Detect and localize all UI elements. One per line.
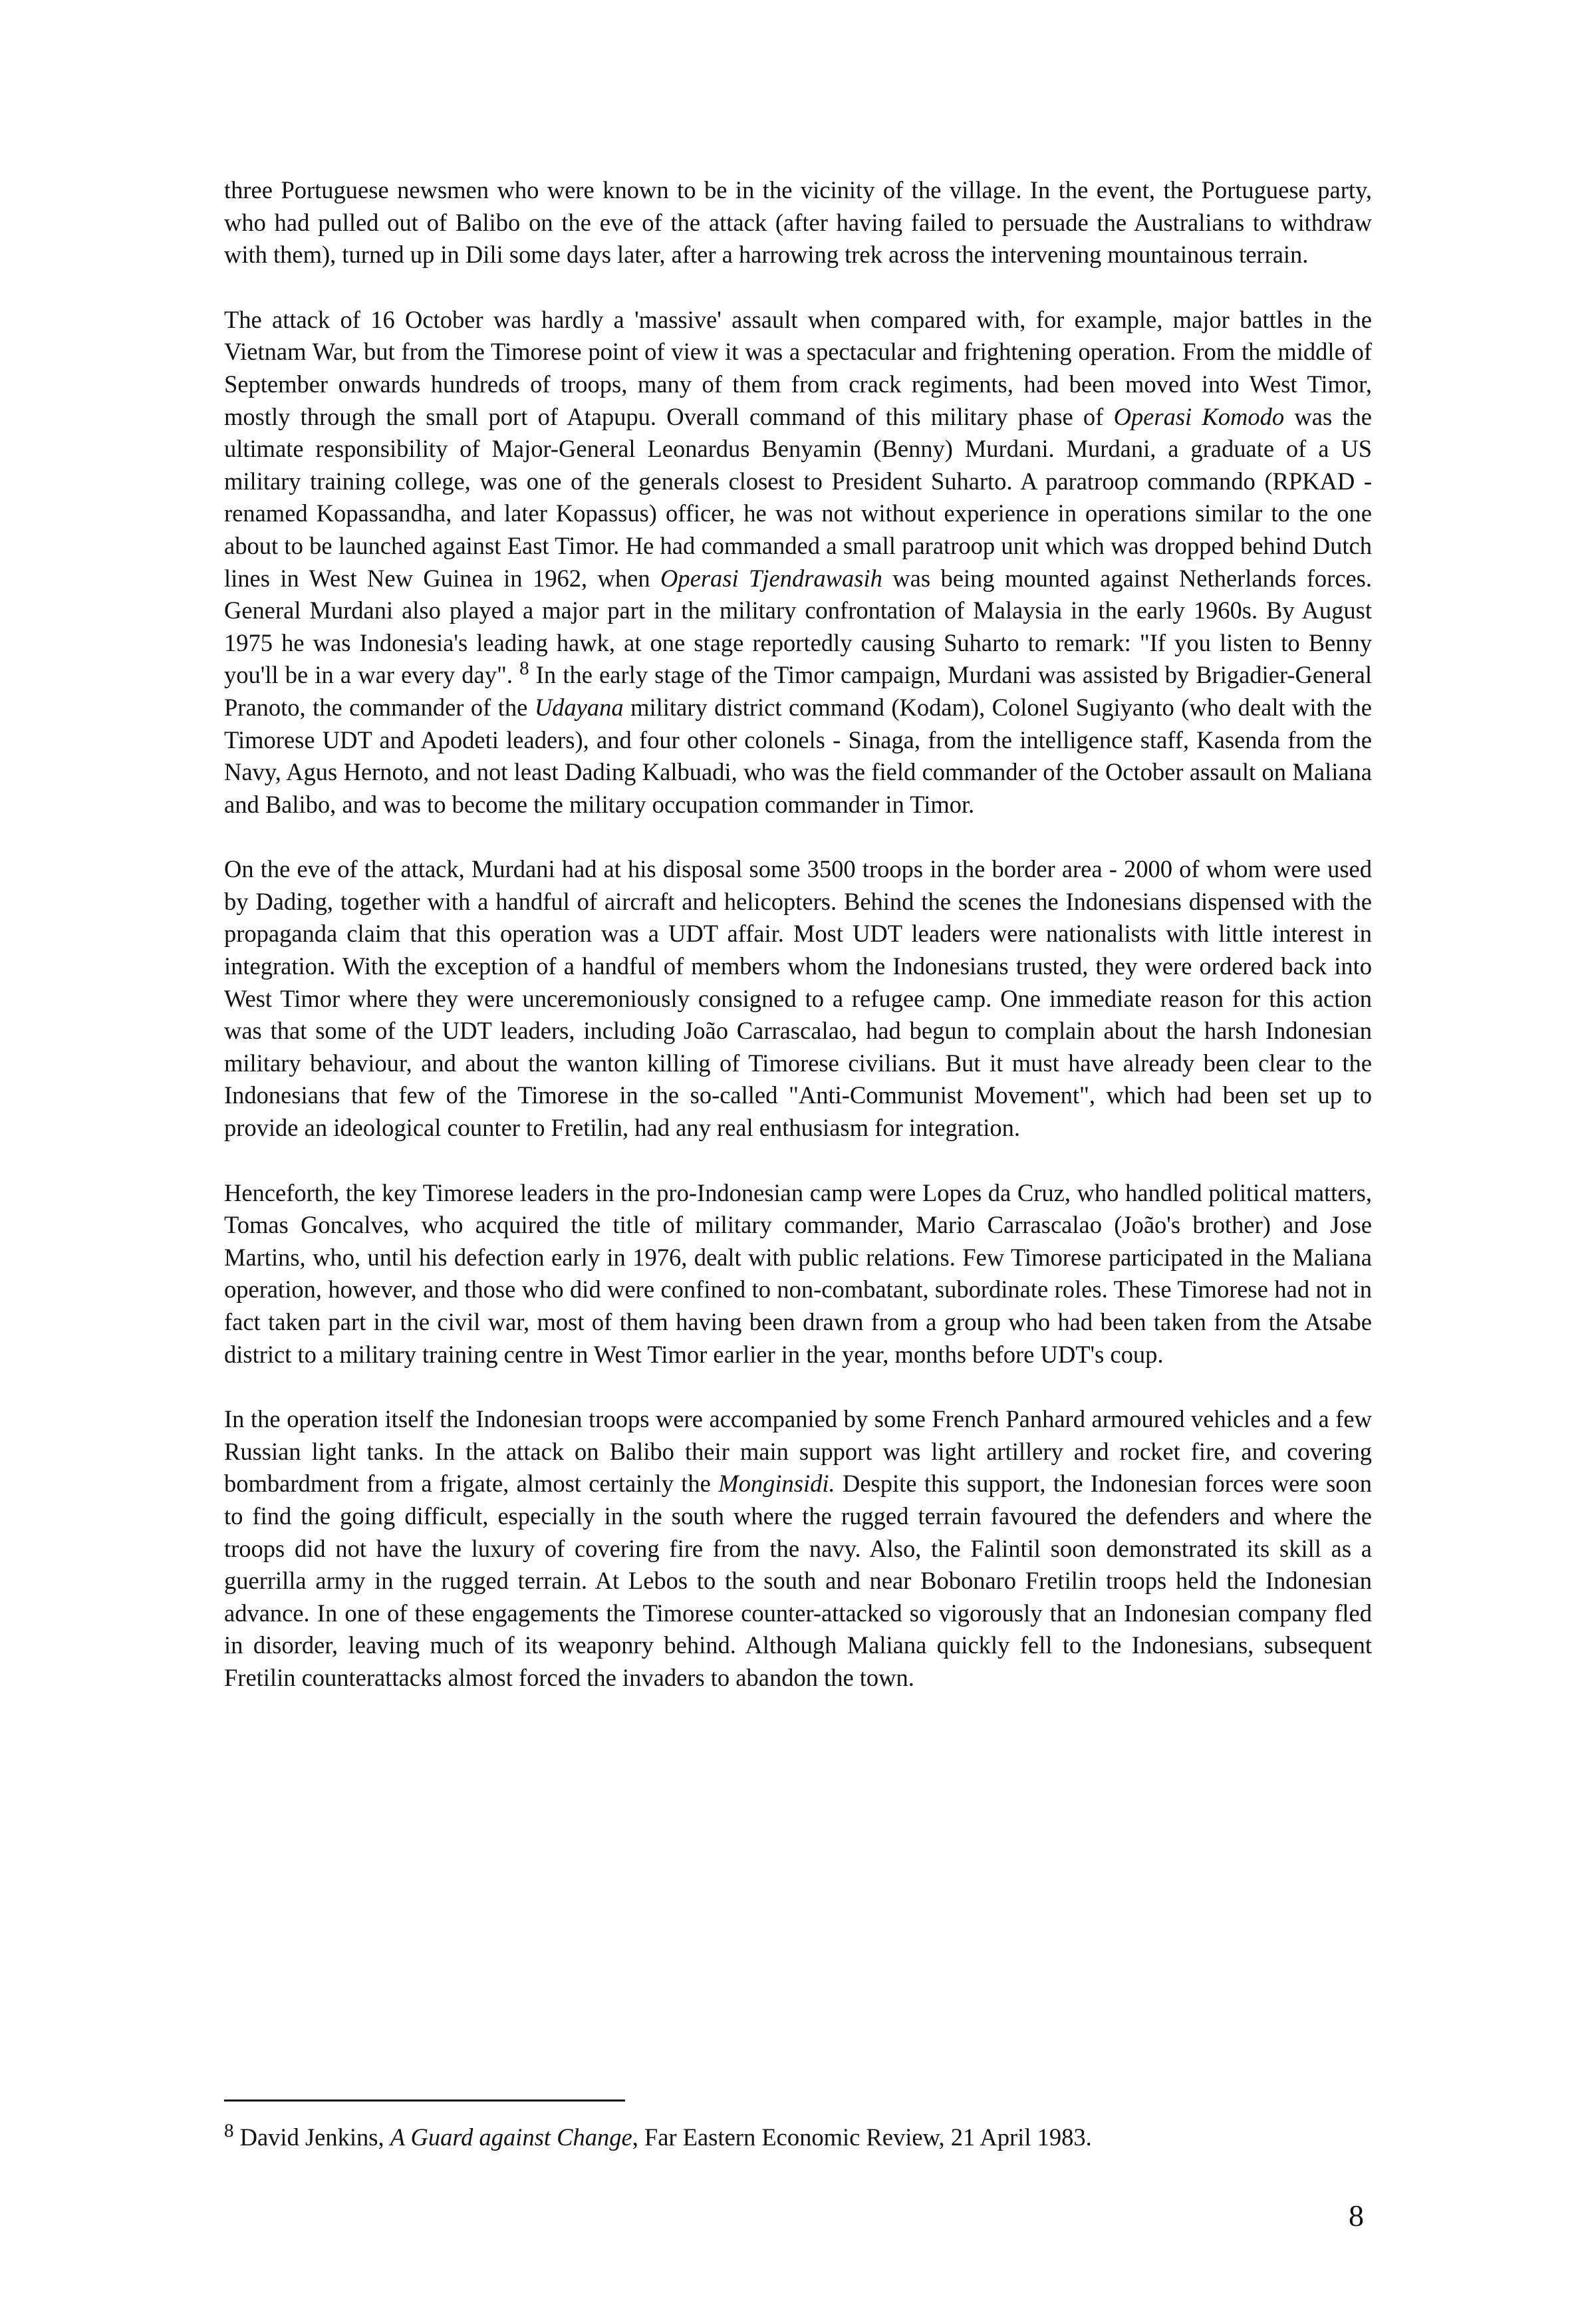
- paragraph-2: [224, 304, 1372, 821]
- text-run: Henceforth, the key Timorese leaders in the pro-Indonesian camp were Lopes da Cruz, who handled political matters, Tomas Goncalves, who acquired the title of military commander, Mario Carrascalao (João's brother) and Jose Martins, who, until his defection early in 1976, dealt with public relations. Few Timorese participated in the Maliana operation, however, and those who did were confined to non-combatant, subordinate roles. These Timorese had not in fact taken part in the civil war, most of them having been drawn from a group who had been taken from the Atsabe district to a military training centre in West Timor earlier in the year, months before UDT's coup.: [224, 1178, 1372, 1368]
- italic-term: Operasi Tjendrawasih: [660, 564, 882, 592]
- text-run: The attack of 16 October was hardly a 'massive' assault when compared with, for example, major battles in the Vietnam War, but from the Timorese point of view it was a spectacular and frightening operation. From the middle of September onwards hundreds of troops, many of them from crack regiments, had been moved into West Timor, mostly through the small port of Atapupu. Overall command of this military phase of: [224, 305, 1372, 430]
- italic-term: Monginsidi.: [718, 1470, 835, 1498]
- text-run: Despite this support, the Indonesian forces were soon to find the going difficult, especially in the south where the rugged terrain favoured the defenders and where the troops did not have the luxury of covering fire from the navy. Also, the Falintil soon demonstrated its skill as a guerrilla army in the rugged terrain. At Lebos to the south and near Bobonaro Fretilin troops held the Indonesian advance. In one of these engagements the Timorese counter-attacked so vigorously that an Indonesian company fled in disorder, leaving much of its weaponry behind. Although Maliana quickly fell to the Indonesians, subsequent Fretilin counterattacks almost forced the invaders to abandon the town.: [224, 1470, 1373, 1691]
- footnote-source: , Far Eastern Economic Review, 21 April 1983.: [632, 2123, 1092, 2151]
- italic-term: Udayana: [534, 693, 624, 721]
- document-body: [224, 174, 1372, 1727]
- text-run: military district command (Kodam), Colonel Sugiyanto (who dealt with the Timorese UDT and Apodeti leaders), and four other colonels - Sinaga, from the intelligence staff, Kasenda from the Navy, Agus Hernoto, and not least Dading Kalbuadi, who was the field commander of the October assault on Maliana and Balibo, and was to become the military occupation commander in Timor.: [224, 693, 1372, 818]
- paragraph-5: [224, 1403, 1372, 1694]
- footnote-author: David Jenkins,: [233, 2123, 390, 2151]
- footnote-reference: 8: [519, 658, 529, 680]
- paragraph-1: [224, 174, 1372, 271]
- footnote-mark: 8: [224, 2119, 234, 2141]
- footnote-8: [224, 2121, 1372, 2153]
- text-run: On the eve of the attack, Murdani had at his disposal some 3500 troops in the border area - 2000 of whom were used by Dading, together with a handful of aircraft and helicopters. Behind the scenes the Indonesians dispensed with the propaganda claim that this operation was a UDT affair. Most UDT leaders were nationalists with little interest in integration. With the exception of a handful of members whom the Indonesians trusted, they were ordered back into West Timor where they were unceremoniously consigned to a refugee camp. One immediate reason for this action was that some of the UDT leaders, including João Carrascalao, had begun to complain about the harsh Indonesian military behaviour, and about the wanton killing of Timorese civilians. But it must have already been clear to the Indonesians that few of the Timorese in the so-called "Anti-Communist Movement", which had been set up to provide an ideological counter to Fretilin, had any real enthusiasm for integration.: [224, 855, 1372, 1142]
- page-number: 8: [1349, 2199, 1364, 2233]
- italic-term: Operasi Komodo: [1113, 402, 1285, 430]
- text-run: In the operation itself the Indonesian troops were accompanied by some French Panhard armoured vehicles and a few Russian light tanks. In the attack on Balibo their main support was light artillery and rocket fire, and covering bombardment from a frigate, almost certainly the: [224, 1405, 1372, 1498]
- text-run: was being mounted against Netherlands forces. General Murdani also played a major part in the military confrontation of Malaysia in the early 1960s. By August 1975 he was Indonesia's leading hawk, at one stage reportedly causing Suharto to remark: "If you listen to Benny you'll be in a war every day".: [224, 564, 1372, 689]
- text-run: was the ultimate responsibility of Major-General Leonardus Benyamin (Benny) Murdani. Murdani, a graduate of a US military training college, was one of the generals closest to President Suharto. A paratroop commando (RPKAD - renamed Kopassandha, and later Kopassus) officer, he was not without experience in operations similar to the one about to be launched against East Timor. He had commanded a small paratroop unit which was dropped behind Dutch lines in West New Guinea in 1962, when: [224, 402, 1372, 592]
- footnote-divider: [224, 2100, 625, 2102]
- text-run: In the early stage of the Timor campaign, Murdani was assisted by Brigadier-General Pranoto, the commander of the: [224, 661, 1372, 721]
- paragraph-4: [224, 1177, 1372, 1371]
- text-run: three Portuguese newsmen who were known to be in the vicinity of the village. In the event, the Portuguese party, who had pulled out of Balibo on the eve of the attack (after having failed to persuade the Australians to withdraw with them), turned up in Dili some days later, after a harrowing trek across the intervening mountainous terrain.: [224, 176, 1372, 269]
- footnote-title: A Guard against Change: [390, 2123, 632, 2151]
- paragraph-3: [224, 853, 1372, 1144]
